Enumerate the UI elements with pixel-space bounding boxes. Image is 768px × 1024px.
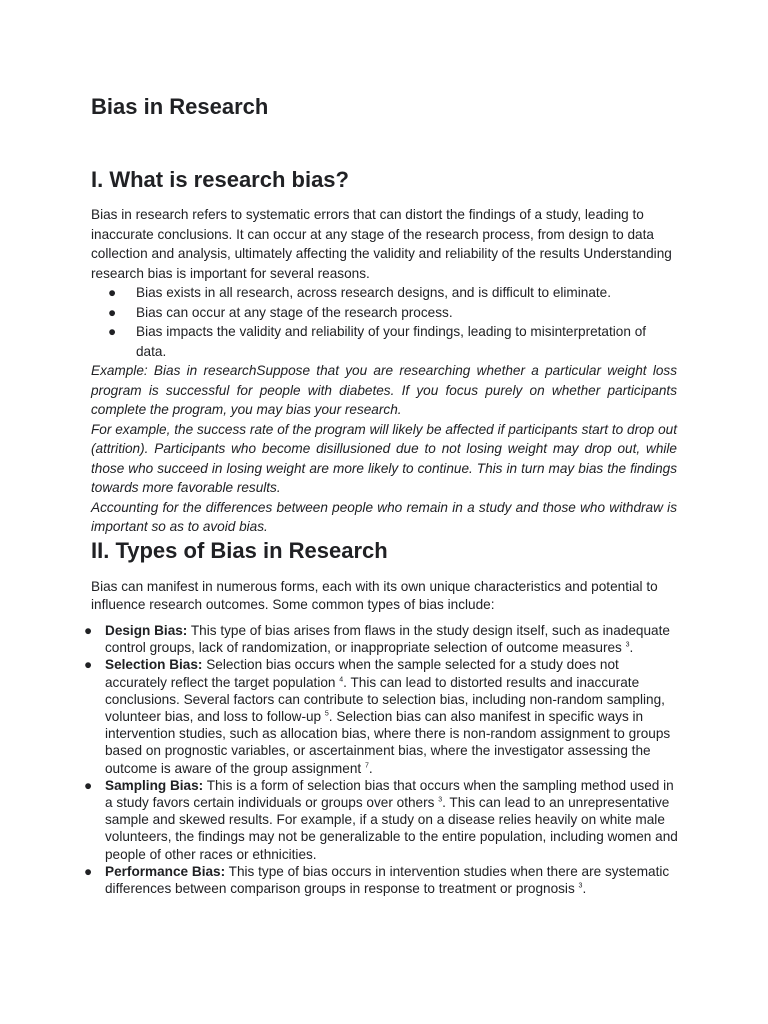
bias-term: Sampling Bias: [105, 777, 204, 793]
section2-intro: Bias can manifest in numerous forms, each with its own unique characteristics and potential to influence research outcomes. Some common types of bias include: [91, 579, 658, 612]
section1-intro: Bias in research refers to systematic errors that can distort the findings of a study, leading to inaccurate conclusions. It can occur at any stage of the research process, from design to data collection and analysis, ultimately affecting the validity and reliability of the results Understanding research bias is important for several reasons. [91, 207, 672, 281]
list-item [84, 863, 684, 897]
bias-description: This type of bias occurs in intervention studies when there are systematic differences between comparison groups in response to treatment or prognosis [105, 863, 670, 897]
bias-description: This is a form of selection bias that occurs when the sampling method used in a study favors certain individuals or groups over others [105, 777, 674, 811]
bias-description: . [368, 760, 373, 776]
bullet-icon: ● [84, 863, 93, 879]
section2-heading: II. Types of Bias in Research [91, 538, 388, 563]
bullet-icon: ● [84, 657, 93, 673]
list-item-text: Bias impacts the validity and reliability of your findings, leading to misinterpretation of data. [136, 324, 647, 359]
bias-description: . This can lead to distorted results and inaccurate conclusions. Several factors can contribute to selection bias, including non-random sampling, volunteer bias, and loss to follow-up [105, 674, 665, 725]
bias-term: Performance Bias: [105, 863, 226, 879]
list-item [84, 656, 684, 776]
citation-ref: 3 [625, 641, 630, 649]
example-block [91, 361, 677, 537]
list-item-text: Bias exists in all research, across research designs, and is difficult to eliminate. [136, 285, 611, 300]
list-item [108, 303, 668, 323]
bullet-icon: ● [108, 304, 117, 320]
section1-heading: I. What is research bias? [91, 167, 349, 192]
example-paragraph: Accounting for the differences between people who remain in a study and those who withdraw is important so as to avoid bias. [91, 499, 677, 534]
bullet-icon: ● [84, 777, 93, 793]
list-item [84, 622, 684, 656]
bias-types-list [84, 622, 684, 897]
section1-bullet-list [108, 283, 668, 361]
list-item-text: Bias can occur at any stage of the research process. [136, 304, 453, 320]
document-title: Bias in Research [91, 94, 269, 119]
example-paragraph: Example: Bias in researchSuppose that you are researching whether a particular weight loss program is successful for people with diabetes. If you focus purely on whether participants complete the program, you may bias your research. [91, 363, 677, 417]
bias-description: Selection bias occurs when the sample selected for a study does not accurately reflect the target population [105, 657, 619, 690]
citation-ref: 4 [339, 676, 344, 684]
list-item [108, 322, 668, 361]
list-item [84, 777, 684, 863]
bias-description: . [629, 640, 634, 656]
bias-term: Selection Bias: [105, 657, 203, 673]
bullet-icon: ● [84, 623, 93, 638]
list-item [108, 283, 668, 303]
citation-ref: 3 [578, 882, 583, 890]
citation-ref: 3 [438, 796, 443, 804]
bias-description: . This can lead to an unrepresentative sample and skewed results. For example, if a study on a disease relies heavily on white male volunteers, the findings may not be generalizable to the entire population, including women and people of other races or ethnicities. [105, 795, 678, 862]
bias-description: . [582, 881, 587, 897]
bullet-icon: ● [108, 285, 117, 300]
bullet-icon: ● [108, 324, 117, 339]
bias-description: This type of bias arises from flaws in the study design itself, such as inadequate control groups, lack of randomization, or inappropriate selection of outcome measures [105, 623, 670, 656]
citation-ref: 7 [364, 762, 369, 770]
citation-ref: 5 [324, 710, 329, 718]
bias-term: Design Bias: [105, 623, 188, 638]
bias-description: . Selection bias can also manifest in specific ways in intervention studies, such as allocation bias, where there is non-random assignment to groups based on prognostic variables, or ascertainment bias, where the investigator assessing the outcome is aware of the group assignment [105, 709, 671, 776]
example-paragraph: For example, the success rate of the program will likely be affected if participants start to drop out (attrition). Participants who become disillusioned due to not losing weight may drop out, while those who succeed in losing weight are more likely to continue. This in turn may bias the findings towards more favorable results. [91, 421, 677, 495]
